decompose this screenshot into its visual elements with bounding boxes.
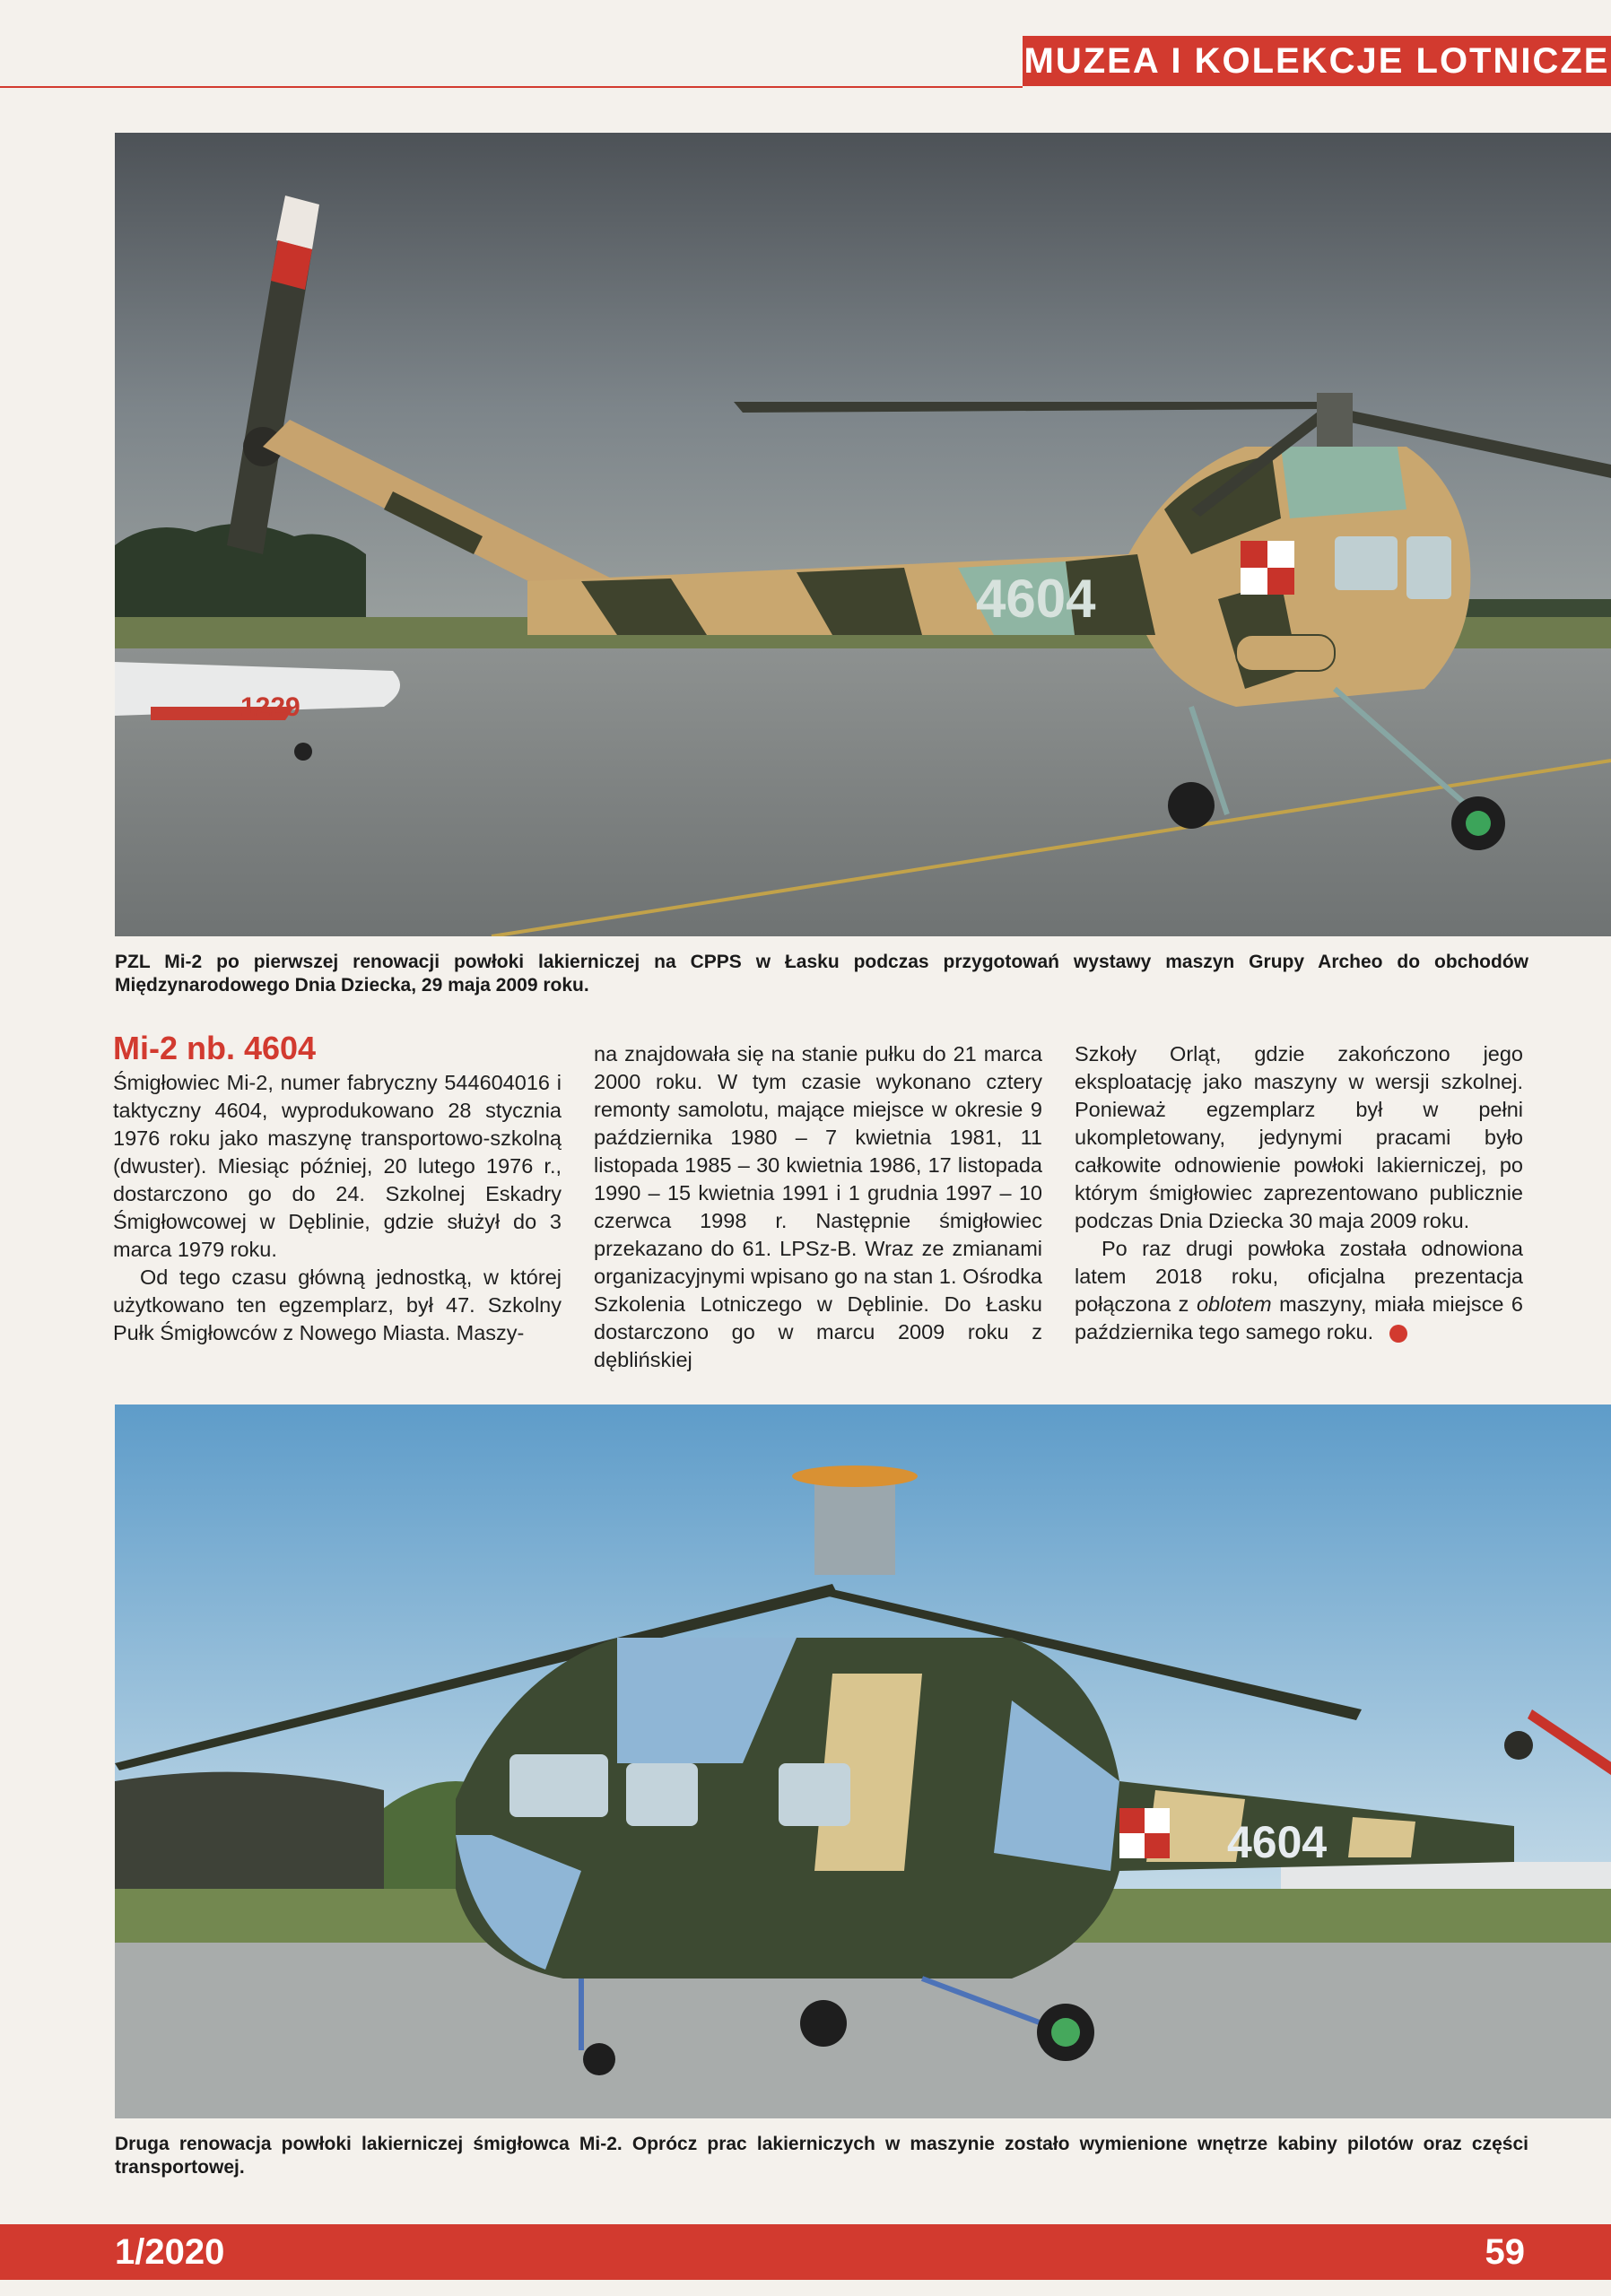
end-mark-icon	[1389, 1325, 1407, 1343]
page-number: 59	[1485, 2232, 1525, 2272]
issue-number: 1/2020	[115, 2232, 225, 2272]
paragraph	[1075, 1235, 1523, 1346]
photo-caption-2: Druga renowacja powłoki lakierniczej śmigłowca Mi-2. Oprócz prac lakierniczych w maszynie zostało wymienione wnętrze kabiny pilotów oraz części transportowej.	[115, 2134, 1528, 2178]
paragraph: Od tego czasu główną jednostką, w której użytkowano ten egzemplarz, był 47. Szkolny Pułk Śmigłowców z Nowego Miasta. Maszy-	[113, 1265, 562, 1344]
header-rule	[0, 86, 1023, 88]
article-column-2	[594, 1040, 1042, 1374]
section-title: MUZEA I KOLEKCJE LOTNICZE	[1023, 36, 1611, 86]
article-column-3	[1075, 1040, 1523, 1346]
photo-caption-1: PZL Mi-2 po pierwszej renowacji powłoki lakierniczej na CPPS w Łasku podczas przygotowań wystawy maszyn Grupy Archeo do obchodów Międzynarodowego Dnia Dziecka, 29 maja 2009 roku.	[115, 952, 1528, 996]
tail-number: 4604	[976, 569, 1096, 629]
emphasis-text: oblotem	[1196, 1292, 1272, 1316]
photo-mi2-second-renovation	[115, 1405, 1611, 2118]
text-run: maszyny, miała miejsce 6 października tego samego roku.	[1075, 1292, 1524, 1344]
plane-number: 1229	[240, 692, 300, 722]
photo-mi2-first-renovation	[115, 133, 1611, 936]
paragraph: Szkoły Orląt, gdzie zakończono jego eksploatację jako maszyny w wersji szkolnej. Ponieważ egzemplarz był w pełni ukompletowany, jedynymi pracami było całkowite odnowienie powłoki lakierniczej, po którym śmigłowiec zaprezentowano publicznie podczas Dnia Dziecka 30 maja 2009 roku.	[1075, 1042, 1523, 1232]
text-run: Po raz drugi powłoka została odnowiona latem 2018 roku, oficjalna prezentacja połączona z	[1075, 1237, 1523, 1316]
footer-bar	[0, 2224, 1611, 2280]
tail-number: 4604	[1227, 1817, 1328, 1867]
paragraph: Śmigłowiec Mi-2, numer fabryczny 544604016 i taktyczny 4604, wyprodukowano 28 stycznia 1976 roku jako maszynę transportowo-szkolną (dwuster). Miesiąc później, 20 lutego 1976 r., dostarczono go do 24. Szkolnej Eskadry Śmigłowcowej w Dęblinie, gdzie służył do 3 marca 1979 roku.	[113, 1071, 562, 1261]
article-title: Mi-2 nb. 4604	[113, 1030, 317, 1066]
article-column-1	[113, 1030, 562, 1347]
paragraph: na znajdowała się na stanie pułku do 21 marca 2000 roku. W tym czasie wykonano cztery remonty samolotu, mające miejsce w okresie 9 października 1980 – 7 kwietnia 1981, 11 listopada 1985 – 30 kwietnia 1986, 17 listopada 1990 – 15 kwietnia 1991 i 1 grudnia 1997 – 10 czerwca 1998 r. Następnie śmigłowiec przekazano do 61. LPSz-B. Wraz ze zmianami organizacyjnymi wpisano go na stan 1. Ośrodka Szkolenia Lotniczego w Dęblinie. Do Łasku dostarczono go w marcu 2009 roku z dęblińskiej	[594, 1042, 1042, 1371]
